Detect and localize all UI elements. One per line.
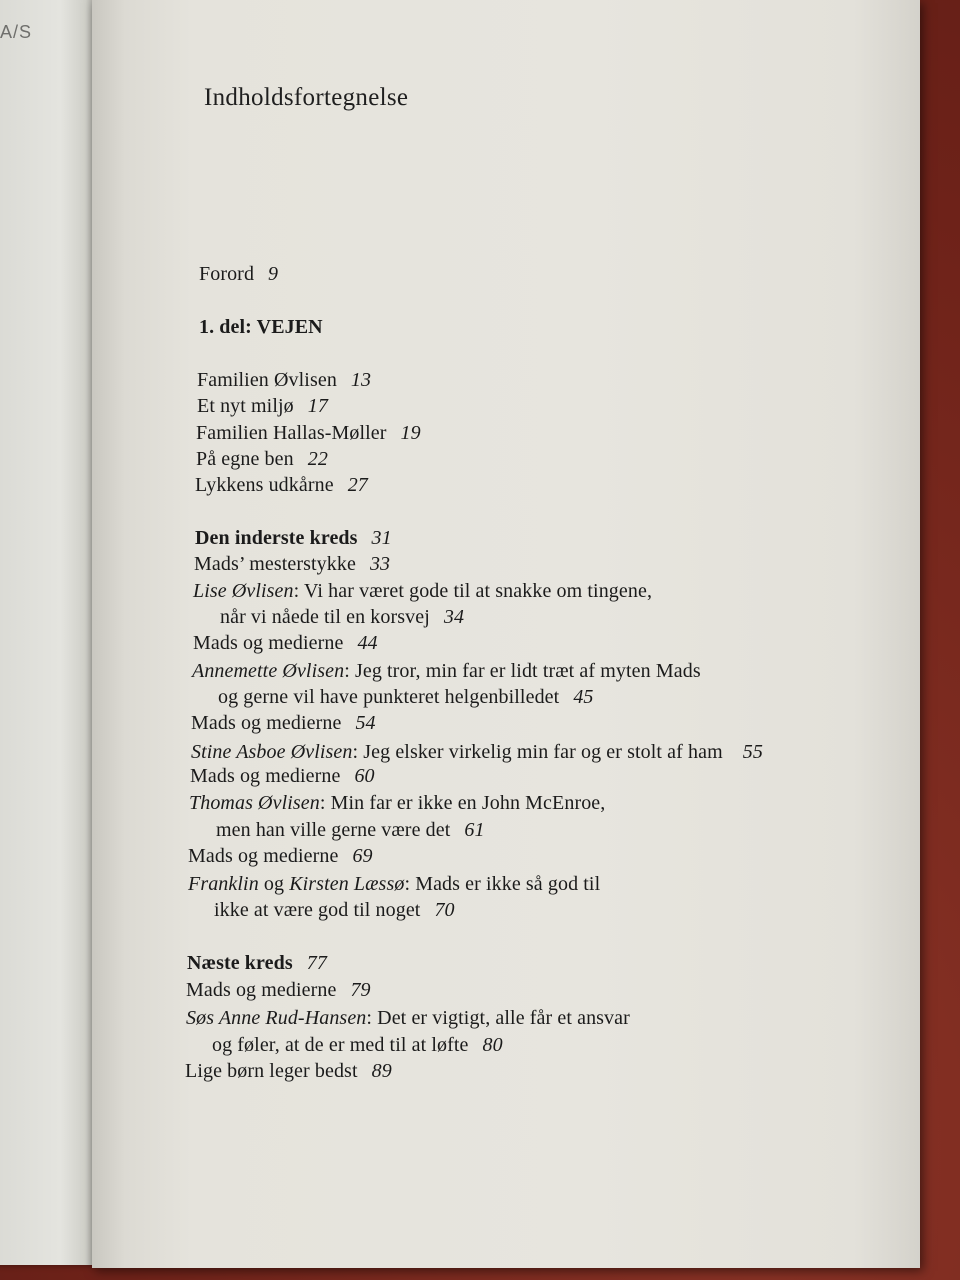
toc-entry-page: 80 bbox=[482, 1034, 503, 1056]
toc-entry-label: Lige børn leger bedst bbox=[185, 1060, 358, 1082]
toc-entry bbox=[191, 712, 376, 735]
toc-interview-continuation bbox=[220, 606, 464, 629]
toc-entry-label: Mads og medierne bbox=[190, 765, 341, 787]
toc-entry-page: 13 bbox=[350, 369, 372, 391]
toc-entry-label: Familien Hallas-Møller bbox=[196, 422, 387, 444]
section-heading bbox=[195, 527, 392, 550]
toc-entry-label: Lykkens udkårne bbox=[195, 474, 334, 496]
interview-title-cont: og gerne vil have punkteret helgenbilledet bbox=[218, 686, 560, 708]
toc-entry-label: Mads og medierne bbox=[191, 712, 342, 734]
toc-interview-continuation bbox=[214, 899, 455, 922]
toc-entry bbox=[188, 845, 373, 868]
toc-entry-label: Forord bbox=[199, 263, 255, 285]
toc-entry-page: 70 bbox=[434, 899, 455, 921]
toc-interview-continuation bbox=[216, 819, 485, 842]
toc-entry-page: 9 bbox=[268, 263, 279, 285]
interview-title: : Det er vigtigt, alle får et ansvar bbox=[366, 1007, 630, 1029]
interview-title-cont: når vi nåede til en korsvej bbox=[220, 606, 430, 628]
interview-conjunction: og bbox=[258, 873, 290, 895]
toc-entry bbox=[190, 765, 375, 788]
toc-entry bbox=[193, 632, 378, 655]
toc-interview-entry bbox=[189, 792, 605, 815]
toc-entry-page: 55 bbox=[742, 741, 763, 763]
toc-entry bbox=[186, 979, 371, 1002]
toc-entry-page: 34 bbox=[443, 606, 465, 628]
toc-entry-page: 22 bbox=[307, 448, 328, 470]
interview-title: : Vi har været gode til at snakke om tingene, bbox=[293, 580, 653, 602]
interviewee-name: Søs Anne Rud-Hansen bbox=[186, 1007, 367, 1029]
section-heading-page: 77 bbox=[306, 952, 327, 974]
toc-entry-page: 61 bbox=[464, 819, 485, 841]
interview-title: : Min far er ikke en John McEnroe, bbox=[319, 792, 606, 814]
left-page-stamp: A/S bbox=[0, 22, 33, 42]
toc-entry-page: 89 bbox=[371, 1060, 392, 1082]
interview-title-cont: og føler, at de er med til at løfte bbox=[212, 1034, 469, 1056]
toc-entry-page: 69 bbox=[352, 845, 373, 867]
section-heading-page: 31 bbox=[371, 527, 392, 549]
toc-interview-entry bbox=[188, 873, 600, 896]
toc-entry-label: På egne ben bbox=[196, 448, 294, 470]
interview-title-cont: ikke at være god til noget bbox=[214, 899, 421, 921]
toc-entry-label: Mads og medierne bbox=[193, 632, 344, 654]
interview-title: : Jeg elsker virkelig min far og er stolt af ham bbox=[352, 741, 723, 763]
page-title: Indholdsfortegnelse bbox=[204, 84, 409, 111]
section-heading-label: Næste kreds bbox=[187, 952, 293, 974]
toc-entry-label: Et nyt miljø bbox=[197, 395, 294, 417]
toc-entry bbox=[194, 553, 390, 576]
interview-title: : Jeg tror, min far er lidt træt af myten Mads bbox=[344, 660, 701, 682]
toc-interview-continuation bbox=[212, 1034, 503, 1057]
interview-title: : Mads er ikke så god til bbox=[404, 873, 601, 895]
part-heading: 1. del: VEJEN bbox=[199, 316, 323, 338]
toc-entry-page: 60 bbox=[354, 765, 375, 787]
toc-entry-label: Mads’ mesterstykke bbox=[194, 553, 356, 575]
toc-entry bbox=[197, 369, 371, 392]
toc-entry-page: 33 bbox=[369, 553, 391, 575]
toc-interview-entry bbox=[191, 741, 763, 764]
toc-entry-page: 44 bbox=[357, 632, 378, 654]
toc-entry-label: Mads og medierne bbox=[186, 979, 337, 1001]
toc-entry-page: 19 bbox=[400, 422, 421, 444]
interviewee-name: Stine Asboe Øvlisen bbox=[191, 741, 353, 763]
toc-interview-entry bbox=[186, 1007, 630, 1030]
toc-interview-continuation bbox=[218, 686, 594, 709]
toc-entry-label: Familien Øvlisen bbox=[197, 369, 337, 391]
interview-title-cont: men han ville gerne være det bbox=[216, 819, 451, 841]
toc-entry-forord bbox=[199, 263, 278, 286]
toc-entry bbox=[185, 1060, 392, 1083]
interviewee-name: Kirsten Læssø bbox=[289, 873, 405, 895]
section-heading-label: Den inderste kreds bbox=[195, 527, 358, 549]
toc-interview-entry bbox=[192, 660, 701, 683]
toc-entry-page: 79 bbox=[350, 979, 371, 1001]
toc-entry bbox=[196, 448, 328, 471]
toc-entry-page: 17 bbox=[307, 395, 328, 417]
toc-entry bbox=[196, 422, 421, 445]
toc-entry-label: Mads og medierne bbox=[188, 845, 339, 867]
interviewee-name: Franklin bbox=[188, 873, 259, 895]
toc-entry bbox=[195, 474, 368, 497]
toc-entry-page: 54 bbox=[355, 712, 376, 734]
toc-interview-entry bbox=[193, 580, 652, 603]
toc-entry bbox=[197, 395, 328, 418]
interviewee-name: Annemette Øvlisen bbox=[192, 660, 345, 682]
toc-entry-page: 45 bbox=[573, 686, 594, 708]
interviewee-name: Thomas Øvlisen bbox=[189, 792, 320, 814]
toc-entry-page: 27 bbox=[347, 474, 368, 496]
interviewee-name: Lise Øvlisen bbox=[193, 580, 294, 602]
section-heading bbox=[187, 952, 327, 975]
